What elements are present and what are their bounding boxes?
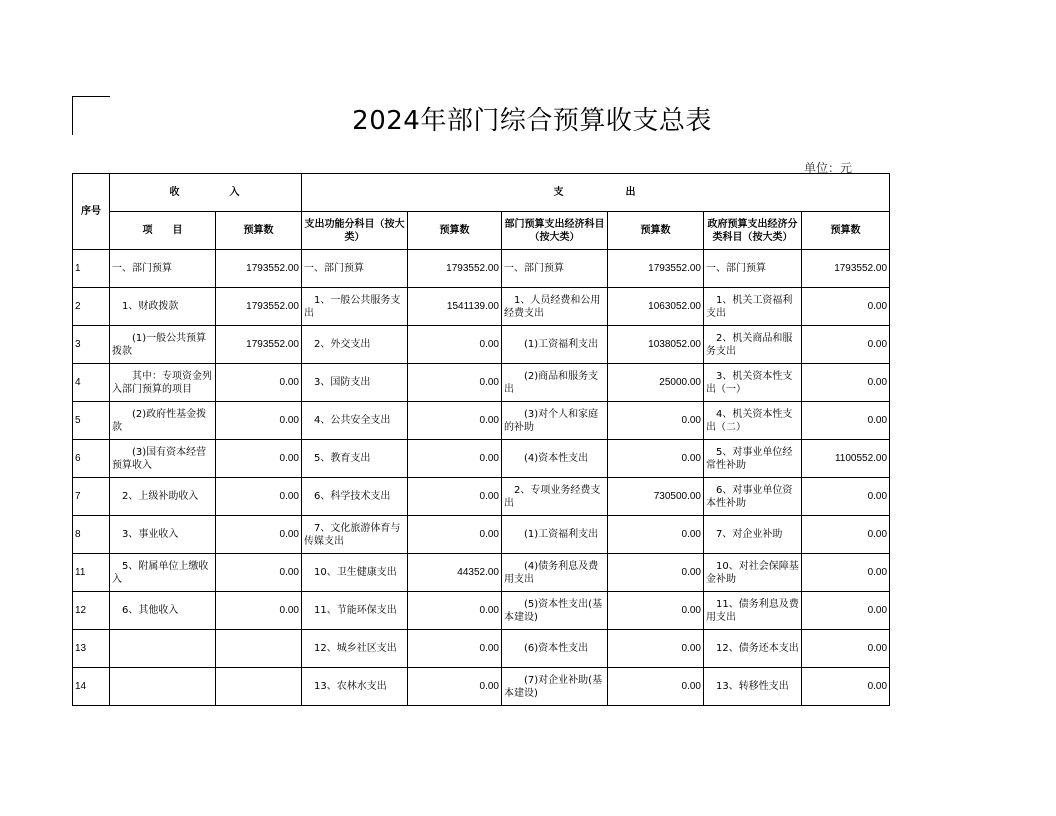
dept-econ-header: 部门预算支出经济科目（按大类） [502,212,608,250]
gov-amount-cell: 1793552.00 [802,250,890,288]
func-item-cell: 4、公共安全支出 [302,402,408,440]
gov-amount-cell: 0.00 [802,516,890,554]
income-amount-cell: 0.00 [216,402,302,440]
income-amount-cell: 1793552.00 [216,326,302,364]
dept-amount-cell: 0.00 [608,516,704,554]
income-amount-cell: 1793552.00 [216,250,302,288]
func-item-cell: 2、外交支出 [302,326,408,364]
func-item-cell: 13、农林水支出 [302,668,408,706]
gov-econ-header: 政府预算支出经济分类科目（按大类） [704,212,802,250]
dept-amount-cell: 0.00 [608,592,704,630]
gov-amount-cell: 0.00 [802,364,890,402]
func-item-cell: 6、科学技术支出 [302,478,408,516]
dept-item-cell: (4)债务利息及费用支出 [502,554,608,592]
func-item-cell: 5、教育支出 [302,440,408,478]
func-amount-cell: 0.00 [408,478,502,516]
dept-item-cell: (7)对企业补助(基本建设) [502,668,608,706]
func-amount-cell: 0.00 [408,592,502,630]
gov-item-cell: 一、部门预算 [704,250,802,288]
income-amount-cell: 0.00 [216,440,302,478]
func-amount-cell: 0.00 [408,440,502,478]
dept-item-cell: (5)资本性支出(基本建设) [502,592,608,630]
func-amount-cell: 0.00 [408,516,502,554]
table-row [73,440,890,478]
gov-item-cell: 7、对企业补助 [704,516,802,554]
header-row-sections [73,174,890,212]
table-row [73,402,890,440]
income-item-cell: 2、上级补助收入 [110,478,216,516]
func-amount-cell: 44352.00 [408,554,502,592]
table-row [73,668,890,706]
gov-item-cell: 3、机关资本性支出（一） [704,364,802,402]
income-amount-cell [216,668,302,706]
income-amount-cell: 0.00 [216,478,302,516]
gov-amount-cell: 0.00 [802,668,890,706]
dept-amount-cell: 0.00 [608,554,704,592]
dept-amount-cell: 25000.00 [608,364,704,402]
table-body [73,174,890,706]
gov-amount-cell: 0.00 [802,288,890,326]
row-seq-cell: 3 [73,326,110,364]
gov-item-cell: 6、对事业单位资本性补助 [704,478,802,516]
func-class-header: 支出功能分科目（按大类） [302,212,408,250]
func-amount-cell: 0.00 [408,630,502,668]
func-amount-cell: 0.00 [408,364,502,402]
dept-item-cell: (1)工资福利支出 [502,516,608,554]
gov-item-cell: 12、债务还本支出 [704,630,802,668]
income-amount-cell: 1793552.00 [216,288,302,326]
table-row [73,478,890,516]
income-item-cell: 3、事业收入 [110,516,216,554]
gov-amount-cell: 0.00 [802,326,890,364]
func-amount-cell: 0.00 [408,668,502,706]
row-seq-cell: 8 [73,516,110,554]
table-row [73,516,890,554]
income-item-cell: (1)一般公共预算拨款 [110,326,216,364]
row-seq-cell: 7 [73,478,110,516]
row-seq-cell: 11 [73,554,110,592]
func-item-cell: 11、节能环保支出 [302,592,408,630]
income-amount-cell: 0.00 [216,516,302,554]
func-amount-cell: 1793552.00 [408,250,502,288]
dept-amount-cell: 1063052.00 [608,288,704,326]
dept-item-cell: 2、专项业务经费支出 [502,478,608,516]
gov-amount-cell: 0.00 [802,554,890,592]
page-title: 2024年部门综合预算收支总表 [352,106,712,136]
income-item-cell: 其中：专项资金列入部门预算的项目 [110,364,216,402]
dept-item-cell: 一、部门预算 [502,250,608,288]
row-seq-cell: 2 [73,288,110,326]
gov-amount-cell: 0.00 [802,630,890,668]
gov-amount-header: 预算数 [802,212,890,250]
header-row-columns [73,212,890,250]
func-item-cell: 7、文化旅游体育与传媒支出 [302,516,408,554]
func-amount-cell: 0.00 [408,402,502,440]
dept-amount-cell: 730500.00 [608,478,704,516]
dept-item-cell: (1)工资福利支出 [502,326,608,364]
row-seq-cell: 14 [73,668,110,706]
func-amount-cell: 1541139.00 [408,288,502,326]
gov-item-cell: 1、机关工资福利支出 [704,288,802,326]
income-item-cell: 5、附属单位上缴收入 [110,554,216,592]
income-item-cell: (3)国有资本经营预算收入 [110,440,216,478]
gov-item-cell: 11、债务利息及费用支出 [704,592,802,630]
income-item-cell: 一、部门预算 [110,250,216,288]
table-row [73,364,890,402]
table-row [73,288,890,326]
dept-amount-cell: 0.00 [608,402,704,440]
gov-item-cell: 4、机关资本性支出（二） [704,402,802,440]
func-amount-cell: 0.00 [408,326,502,364]
dept-item-cell: 1、人员经费和公用经费支出 [502,288,608,326]
row-seq-cell: 5 [73,402,110,440]
table-row [73,326,890,364]
row-seq-cell: 6 [73,440,110,478]
gov-item-cell: 13、转移性支出 [704,668,802,706]
dept-amount-cell: 0.00 [608,668,704,706]
dept-amount-cell: 0.00 [608,440,704,478]
gov-amount-cell: 0.00 [802,592,890,630]
func-item-cell: 10、卫生健康支出 [302,554,408,592]
income-amount-cell: 0.00 [216,364,302,402]
income-amount-cell [216,630,302,668]
table-row [73,250,890,288]
dept-amount-header: 预算数 [608,212,704,250]
gov-amount-cell: 0.00 [802,402,890,440]
func-amount-header: 预算数 [408,212,502,250]
income-amount-cell: 0.00 [216,554,302,592]
income-item-cell: 1、财政拨款 [110,288,216,326]
gov-amount-cell: 1100552.00 [802,440,890,478]
seq-header: 序号 [73,174,110,250]
expense-section-header: 支 出 [302,174,890,212]
dept-item-cell: (3)对个人和家庭的补助 [502,402,608,440]
unit-label: 单位：元 [804,161,853,175]
func-item-cell: 12、城乡社区支出 [302,630,408,668]
income-section-header: 收 入 [110,174,302,212]
func-item-cell: 1、一般公共服务支出 [302,288,408,326]
table-row [73,630,890,668]
row-seq-cell: 12 [73,592,110,630]
dept-amount-cell: 1038052.00 [608,326,704,364]
income-item-header: 项 目 [110,212,216,250]
gov-item-cell: 5、对事业单位经常性补助 [704,440,802,478]
income-amount-cell: 0.00 [216,592,302,630]
budget-summary-table [72,173,890,706]
row-seq-cell: 13 [73,630,110,668]
row-seq-cell: 1 [73,250,110,288]
table-row [73,554,890,592]
func-item-cell: 一、部门预算 [302,250,408,288]
row-seq-cell: 4 [73,364,110,402]
table-row [73,592,890,630]
gov-amount-cell: 0.00 [802,478,890,516]
income-item-cell [110,630,216,668]
income-item-cell: (2)政府性基金拨款 [110,402,216,440]
income-item-cell: 6、其他收入 [110,592,216,630]
func-item-cell: 3、国防支出 [302,364,408,402]
income-amount-header: 预算数 [216,212,302,250]
dept-amount-cell: 0.00 [608,630,704,668]
income-item-cell [110,668,216,706]
dept-item-cell: (6)资本性支出 [502,630,608,668]
gov-item-cell: 10、对社会保障基金补助 [704,554,802,592]
dept-amount-cell: 1793552.00 [608,250,704,288]
dept-item-cell: (2)商品和服务支出 [502,364,608,402]
gov-item-cell: 2、机关商品和服务支出 [704,326,802,364]
dept-item-cell: (4)资本性支出 [502,440,608,478]
